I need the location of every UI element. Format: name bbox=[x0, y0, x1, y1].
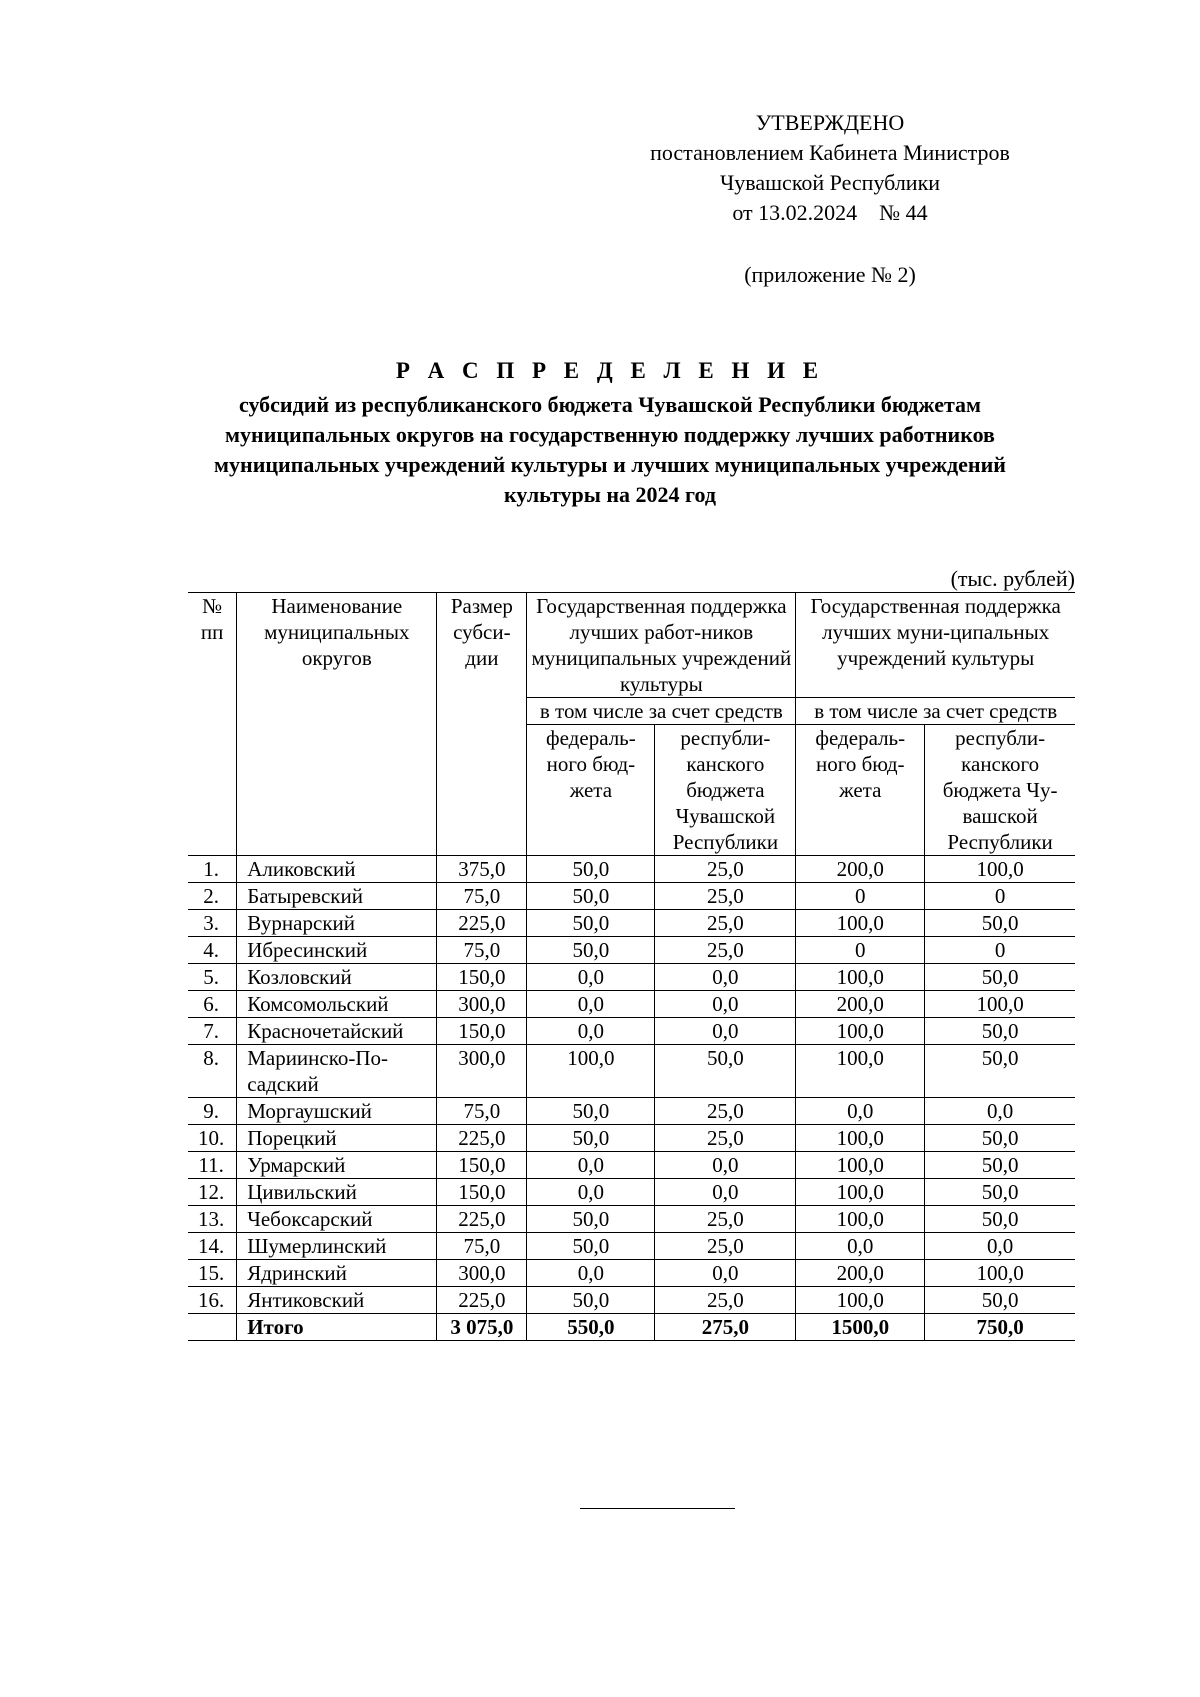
row-institutions-republic: 0 bbox=[925, 937, 1075, 964]
table-row bbox=[188, 1179, 1075, 1206]
table-row bbox=[188, 1045, 1075, 1098]
document-title: Р А С П Р Е Д Е Л Е Н И Е bbox=[395, 358, 825, 383]
row-subsidy-size: 150,0 bbox=[437, 1018, 527, 1045]
row-institutions-federal: 100,0 bbox=[796, 1018, 925, 1045]
row-workers-republic: 25,0 bbox=[655, 856, 796, 883]
row-number: 13. bbox=[188, 1206, 237, 1233]
row-institutions-republic: 50,0 bbox=[925, 1125, 1075, 1152]
row-number: 14. bbox=[188, 1233, 237, 1260]
row-workers-republic: 25,0 bbox=[655, 1233, 796, 1260]
header-institutions-support: Государственная поддержка лучших муни-ципальных учреждений культуры bbox=[796, 593, 1075, 698]
approval-heading: УТВЕРЖДЕНО bbox=[755, 110, 905, 135]
end-divider bbox=[580, 1508, 735, 1509]
total-institutions-republic: 750,0 bbox=[925, 1314, 1075, 1341]
row-number: 16. bbox=[188, 1287, 237, 1314]
header-size: Размер субси-дии bbox=[437, 593, 527, 856]
table-row bbox=[188, 856, 1075, 883]
row-district: Ядринский bbox=[237, 1260, 437, 1287]
row-number: 5. bbox=[188, 964, 237, 991]
row-institutions-republic: 50,0 bbox=[925, 1045, 1075, 1098]
row-institutions-republic: 50,0 bbox=[925, 1206, 1075, 1233]
row-workers-republic: 50,0 bbox=[655, 1045, 796, 1098]
row-subsidy-size: 150,0 bbox=[437, 1152, 527, 1179]
row-subsidy-size: 75,0 bbox=[437, 1233, 527, 1260]
row-number: 15. bbox=[188, 1260, 237, 1287]
row-number: 8. bbox=[188, 1045, 237, 1098]
row-number: 2. bbox=[188, 883, 237, 910]
row-institutions-republic: 50,0 bbox=[925, 910, 1075, 937]
subsidy-table bbox=[188, 592, 1075, 1341]
row-workers-republic: 0,0 bbox=[655, 1152, 796, 1179]
table-row bbox=[188, 1018, 1075, 1045]
row-subsidy-size: 150,0 bbox=[437, 964, 527, 991]
row-workers-republic: 25,0 bbox=[655, 1287, 796, 1314]
row-number: 1. bbox=[188, 856, 237, 883]
row-institutions-republic: 100,0 bbox=[925, 991, 1075, 1018]
row-workers-republic: 25,0 bbox=[655, 1098, 796, 1125]
row-workers-federal: 50,0 bbox=[527, 856, 655, 883]
row-district: Козловский bbox=[237, 964, 437, 991]
row-district: Мариинско-По-садский bbox=[237, 1045, 437, 1098]
row-number: 12. bbox=[188, 1179, 237, 1206]
row-district: Красночетайский bbox=[237, 1018, 437, 1045]
row-workers-federal: 0,0 bbox=[527, 1152, 655, 1179]
row-institutions-federal: 100,0 bbox=[796, 1206, 925, 1233]
row-district: Вурнарский bbox=[237, 910, 437, 937]
row-subsidy-size: 75,0 bbox=[437, 1098, 527, 1125]
row-subsidy-size: 225,0 bbox=[437, 1206, 527, 1233]
header-including-workers: в том числе за счет средств bbox=[527, 698, 796, 725]
row-workers-federal: 0,0 bbox=[527, 1260, 655, 1287]
header-federal-workers: федераль-ного бюд-жета bbox=[527, 725, 655, 856]
row-workers-federal: 50,0 bbox=[527, 1098, 655, 1125]
row-workers-republic: 0,0 bbox=[655, 1260, 796, 1287]
row-workers-federal: 50,0 bbox=[527, 883, 655, 910]
row-workers-republic: 25,0 bbox=[655, 1206, 796, 1233]
row-institutions-federal: 0,0 bbox=[796, 1098, 925, 1125]
row-institutions-republic: 0,0 bbox=[925, 1233, 1075, 1260]
row-workers-republic: 25,0 bbox=[655, 910, 796, 937]
header-including-institutions: в том числе за счет средств bbox=[796, 698, 1075, 725]
row-institutions-republic: 0 bbox=[925, 883, 1075, 910]
annex-label: (приложение № 2) bbox=[744, 262, 916, 287]
total-number bbox=[188, 1314, 237, 1341]
row-workers-federal: 0,0 bbox=[527, 1179, 655, 1206]
row-institutions-federal: 100,0 bbox=[796, 1179, 925, 1206]
row-workers-republic: 25,0 bbox=[655, 1125, 796, 1152]
row-number: 11. bbox=[188, 1152, 237, 1179]
table-row bbox=[188, 1152, 1075, 1179]
header-federal-institutions: федераль-ного бюд-жета bbox=[796, 725, 925, 856]
row-number: 9. bbox=[188, 1098, 237, 1125]
header-republic-workers: республи-канского бюджета Чувашской Республики bbox=[655, 725, 796, 856]
row-number: 6. bbox=[188, 991, 237, 1018]
row-workers-republic: 0,0 bbox=[655, 1018, 796, 1045]
total-workers-republic: 275,0 bbox=[655, 1314, 796, 1341]
header-number: № пп bbox=[188, 593, 237, 856]
row-district: Шумерлинский bbox=[237, 1233, 437, 1260]
row-subsidy-size: 300,0 bbox=[437, 991, 527, 1018]
row-subsidy-size: 300,0 bbox=[437, 1260, 527, 1287]
document-subtitle: субсидий из республиканского бюджета Чувашской Республики бюджетам муниципальных округов на государственную поддержку лучших работников муниципальных учреждений культуры и лучших муниципальных учреждений культуры на 2024 год bbox=[214, 392, 1006, 507]
row-institutions-federal: 0 bbox=[796, 937, 925, 964]
total-workers-federal: 550,0 bbox=[527, 1314, 655, 1341]
table-row bbox=[188, 910, 1075, 937]
row-workers-federal: 50,0 bbox=[527, 1287, 655, 1314]
row-institutions-republic: 50,0 bbox=[925, 964, 1075, 991]
row-workers-federal: 0,0 bbox=[527, 1018, 655, 1045]
row-number: 3. bbox=[188, 910, 237, 937]
row-district: Чебоксарский bbox=[237, 1206, 437, 1233]
row-workers-federal: 50,0 bbox=[527, 1125, 655, 1152]
row-institutions-federal: 0 bbox=[796, 883, 925, 910]
row-institutions-republic: 0,0 bbox=[925, 1098, 1075, 1125]
row-subsidy-size: 75,0 bbox=[437, 937, 527, 964]
row-workers-federal: 0,0 bbox=[527, 991, 655, 1018]
row-number: 7. bbox=[188, 1018, 237, 1045]
row-institutions-federal: 100,0 bbox=[796, 910, 925, 937]
row-district: Ибресинский bbox=[237, 937, 437, 964]
row-district: Янтиковский bbox=[237, 1287, 437, 1314]
header-name: Наименование муниципальных округов bbox=[237, 593, 437, 856]
row-institutions-federal: 100,0 bbox=[796, 1152, 925, 1179]
row-subsidy-size: 225,0 bbox=[437, 1287, 527, 1314]
approval-stamp bbox=[620, 108, 1040, 228]
row-institutions-federal: 100,0 bbox=[796, 1287, 925, 1314]
row-institutions-federal: 0,0 bbox=[796, 1233, 925, 1260]
row-subsidy-size: 75,0 bbox=[437, 883, 527, 910]
row-district: Комсомольский bbox=[237, 991, 437, 1018]
table-row bbox=[188, 883, 1075, 910]
row-workers-federal: 0,0 bbox=[527, 964, 655, 991]
row-workers-republic: 25,0 bbox=[655, 883, 796, 910]
row-institutions-federal: 100,0 bbox=[796, 1125, 925, 1152]
table-row bbox=[188, 1260, 1075, 1287]
table-body bbox=[188, 856, 1075, 1341]
approval-issuer: постановлением Кабинета Министров bbox=[650, 140, 1010, 165]
table-row bbox=[188, 1206, 1075, 1233]
row-workers-federal: 50,0 bbox=[527, 1206, 655, 1233]
row-workers-republic: 0,0 bbox=[655, 991, 796, 1018]
approval-date-number: от 13.02.2024 № 44 bbox=[732, 200, 928, 225]
total-district: Итого bbox=[237, 1314, 437, 1341]
approval-republic: Чувашской Республики bbox=[719, 170, 941, 195]
row-district: Урмарский bbox=[237, 1152, 437, 1179]
row-district: Аликовский bbox=[237, 856, 437, 883]
table-row bbox=[188, 964, 1075, 991]
row-institutions-federal: 100,0 bbox=[796, 1045, 925, 1098]
row-institutions-republic: 50,0 bbox=[925, 1152, 1075, 1179]
row-district: Цивильский bbox=[237, 1179, 437, 1206]
row-district: Порецкий bbox=[237, 1125, 437, 1152]
table-row bbox=[188, 1098, 1075, 1125]
row-subsidy-size: 225,0 bbox=[437, 910, 527, 937]
row-subsidy-size: 375,0 bbox=[437, 856, 527, 883]
header-republic-institutions: республи-канского бюджета Чу-вашской Республики bbox=[925, 725, 1075, 856]
row-institutions-republic: 50,0 bbox=[925, 1018, 1075, 1045]
row-workers-federal: 50,0 bbox=[527, 937, 655, 964]
row-workers-republic: 0,0 bbox=[655, 1179, 796, 1206]
row-number: 4. bbox=[188, 937, 237, 964]
row-workers-federal: 100,0 bbox=[527, 1045, 655, 1098]
row-institutions-republic: 50,0 bbox=[925, 1287, 1075, 1314]
row-workers-federal: 50,0 bbox=[527, 910, 655, 937]
table-row bbox=[188, 1233, 1075, 1260]
row-subsidy-size: 300,0 bbox=[437, 1045, 527, 1098]
row-workers-federal: 50,0 bbox=[527, 1233, 655, 1260]
row-institutions-federal: 200,0 bbox=[796, 856, 925, 883]
total-subsidy-size: 3 075,0 bbox=[437, 1314, 527, 1341]
row-district: Батыревский bbox=[237, 883, 437, 910]
row-workers-republic: 0,0 bbox=[655, 964, 796, 991]
row-workers-republic: 25,0 bbox=[655, 937, 796, 964]
row-institutions-republic: 50,0 bbox=[925, 1179, 1075, 1206]
row-subsidy-size: 150,0 bbox=[437, 1179, 527, 1206]
table-row bbox=[188, 937, 1075, 964]
row-institutions-federal: 200,0 bbox=[796, 1260, 925, 1287]
total-institutions-federal: 1500,0 bbox=[796, 1314, 925, 1341]
row-number: 10. bbox=[188, 1125, 237, 1152]
table-row bbox=[188, 991, 1075, 1018]
header-workers-support: Государственная поддержка лучших работ-ников муниципальных учреждений культуры bbox=[527, 593, 796, 698]
row-institutions-federal: 200,0 bbox=[796, 991, 925, 1018]
row-institutions-federal: 100,0 bbox=[796, 964, 925, 991]
row-district: Моргаушский bbox=[237, 1098, 437, 1125]
row-subsidy-size: 225,0 bbox=[437, 1125, 527, 1152]
table-total-row bbox=[188, 1314, 1075, 1341]
table-row bbox=[188, 1125, 1075, 1152]
table-row bbox=[188, 1287, 1075, 1314]
row-institutions-republic: 100,0 bbox=[925, 856, 1075, 883]
units-label: (тыс. рублей) bbox=[950, 566, 1075, 591]
row-institutions-republic: 100,0 bbox=[925, 1260, 1075, 1287]
